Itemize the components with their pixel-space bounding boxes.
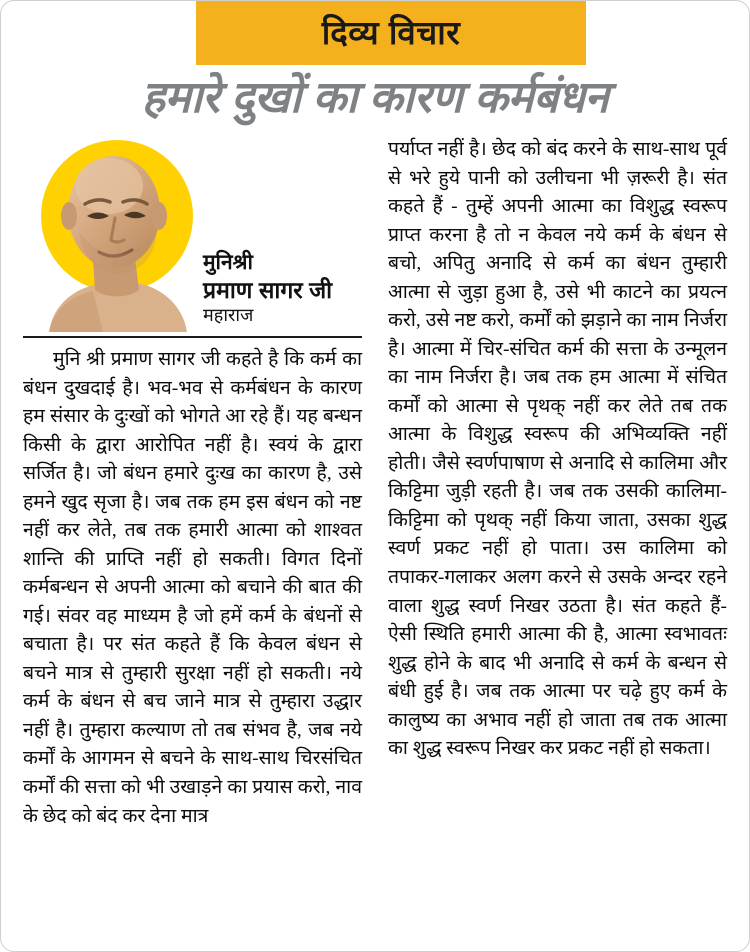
byline-divider [23,336,362,338]
byline-name: प्रमाण सागर जी [203,276,333,303]
masthead-title: दिव्य विचार [321,13,461,51]
right-column [388,136,727,928]
portrait [23,136,201,332]
page-title: हमारे दुखों का कारण कर्मबंधन [141,73,609,122]
left-column [23,136,362,928]
byline [203,250,332,332]
byline-suffix: महाराज [203,304,254,325]
article-body [1,136,749,942]
masthead-banner [196,1,586,65]
byline-honorific: मुनिश्री [203,251,253,275]
monk-portrait-icon [23,136,201,332]
article-paragraph-left: मुनि श्री प्रमाण सागर जी कहते है कि कर्म का बंधन दुखदाई है। भव-भव से कर्मबंधन के कारण हम संसार के दुःखों को भोगते आ रहे हैं। यह बन्धन किसी के द्वारा आरोपित नहीं है। स्वयं के द्वारा सर्जित है। जो बंधन हमारे दुःख का कारण है, उसे हमने खुद सृजा है। जब तक हम इस बंधन को नष्ट नहीं कर लेते, तब तक हमारी आत्मा को शाश्वत शान्ति की प्राप्ति नहीं हो सकती। विगत दिनों कर्मबन्धन से अपनी आत्मा को बचाने की बात की गई। संवर वह माध्यम है जो हमें कर्म के बंधनों से बचाता है। पर संत कहते हैं कि केवल बंधन से बचने मात्र से तुम्हारी सुरक्षा नहीं हो सकती। नये कर्म के बंधन से बच जाने मात्र से तुम्हारा उद्धार नहीं है। तुम्हारा कल्याण तो तब संभव है, जब नये कर्मों के आगमन से बचने के साथ-साथ चिरसंचित कर्मों की सत्ता को भी उखाड़ने का प्रयास करो, नाव के छेद को बंद कर देना मात्र [23,349,362,827]
article-columns [23,136,727,928]
portrait-block [23,136,362,332]
article-paragraph-right: पर्याप्त नहीं है। छेद को बंद करने के साथ-साथ पूर्व से भरे हुये पानी को उलीचना भी ज़रूरी है। संत कहते हैं - तुम्हें अपनी आत्मा का विशुद्ध स्वरूप प्राप्त करना है तो न केवल नये कर्म के बंधन से बचो, अपितु अनादि से कर्म का बंधन तुम्हारी आत्मा से जुड़ा हुआ है, उसे भी काटने का प्रयत्न करो, उसे नष्ट करो, कर्मों को झड़ाने का नाम निर्जरा है। आत्मा में चिर-संचित कर्म की सत्ता के उन्मूलन का नाम निर्जरा है। जब तक हम आत्मा में संचित कर्मों को आत्मा से पृथक् नहीं कर लेते तब तक आत्मा के विशुद्ध स्वरूप की अभिव्यक्ति नहीं होती। जैसे स्वर्णपाषाण से अनादि से कालिमा और किट्टिमा जुड़ी रहती है। जब तक उसकी कालिमा-किट्टिमा को पृथक् नहीं किया जाता, उसका शुद्ध स्वर्ण प्रकट नहीं हो पाता। उस कालिमा को तपाकर-गलाकर अलग करने से उसके अन्दर रहने वाला शुद्ध स्वर्ण निखर उठता है। संत कहते हैं- ऐसी स्थिति हमारी आत्मा की है, आत्मा स्वभावतः शुद्ध होने के बाद भी अनादि से कर्म के बन्धन से बंधी हुई है। जब तक आत्मा पर चढ़े हुए कर्म के कालुष्य का अभाव नहीं हो जाता तब तक आत्मा का शुद्ध स्वरूप निखर कर प्रकट नहीं हो सकता। [388,139,727,760]
masthead [1,1,749,67]
